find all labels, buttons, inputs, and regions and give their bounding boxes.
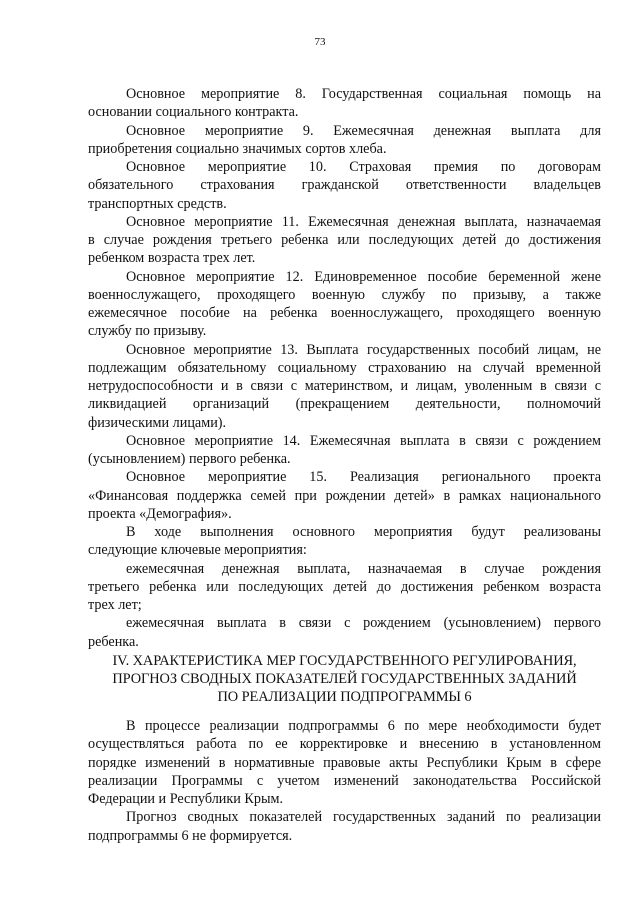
paragraph-activity-13 [88,341,601,432]
text-line: службу по призыву. [88,323,207,340]
page-number: 73 [314,36,326,48]
paragraph-activity-9 [88,122,601,159]
text-line: трех лет; [88,597,142,613]
paragraph-activity-14 [88,432,601,469]
text-line: Основное мероприятие 12. Единовременное пособие беременной жене [126,268,601,285]
text-line: подлежащим обязательному социальному страхованию на случай временной [88,359,601,376]
text-line: обязательного страхования гражданской ответственности владельцев [88,177,601,194]
text-line: ежемесячное пособие на ребенка военнослужащего, проходящего военную [88,305,601,321]
text-line: подпрограммы 6 не формируется. [88,827,293,844]
text-line: физическими лицами). [88,414,227,431]
paragraph-section-2 [88,808,601,845]
paragraph-activity-11 [88,213,601,268]
text-line: порядке изменений в нормативные правовые акты Республики Крым в сфере [88,754,601,771]
text-line: Основное мероприятие 13. Выплата государственных пособий лицам, не [126,341,601,358]
text-line: В процессе реализации подпрограммы 6 по мере необходимости будет [126,718,601,734]
text-line: Основное мероприятие 11. Ежемесячная денежная выплата, назначаемая [126,213,601,230]
text-line: проекта «Демография». [88,505,232,522]
text-line: Основное мероприятие 10. Страховая премия по договорам [126,159,601,175]
paragraph-key-activities-intro [88,523,601,560]
text-line: Основное мероприятие 9. Ежемесячная денежная выплата для [126,122,601,139]
text-line: Основное мероприятие 8. Государственная социальная помощь на [126,86,601,102]
text-line: Прогноз сводных показателей государственных заданий по реализации [126,809,601,826]
text-line: (усыновлением) первого ребенка. [88,451,291,467]
text-line: приобретения социально значимых сортов хлеба. [88,140,387,157]
section-text [88,717,601,845]
text-line: военнослужащего, проходящего военную службу по призыву, а также [88,286,601,303]
text-line: реализации Программы с учетом изменений законодательства Российской [88,772,601,789]
text-line: «Финансовая поддержка семей при рождении детей» в рамках национального [88,487,601,504]
paragraph-activity-12 [88,268,601,341]
text-line: ежемесячная выплата в связи с рождением (усыновлением) первого [126,615,601,632]
text-line: Основное мероприятие 14. Ежемесячная выплата в связи с рождением [126,432,601,449]
text-line: ликвидацией организаций (прекращением деятельности, полномочий [88,396,601,413]
text-line: Федерации и Республики Крым. [88,791,284,807]
paragraph-key-activity-1 [88,560,601,615]
paragraph-activity-8 [88,85,601,122]
paragraph-activity-10 [88,158,601,213]
text-line: третьего ребенка или последующих детей до достижения ребенком возраста [88,578,601,595]
heading-line: IV. ХАРАКТЕРИСТИКА МЕР ГОСУДАРСТВЕННОГО РЕГУЛИРОВАНИЯ, [112,653,577,669]
section-heading [88,652,601,706]
text-line: нетрудоспособности и в связи с материнством, и лицам, уволенным в связи с [88,378,601,394]
text-line: следующие ключевые мероприятия: [88,542,307,559]
text-line: основании социального контракта. [88,104,299,121]
text-line: в случае рождения третьего ребенка или последующих детей до достижения [88,232,601,248]
text-line: ребенка. [88,633,139,650]
paragraph-key-activity-2 [88,614,601,651]
text-line: ребенком возраста трех лет. [88,250,256,267]
text-line: В ходе выполнения основного мероприятия будут реализованы [126,524,601,540]
text-line: ежемесячная денежная выплата, назначаемая в случае рождения [126,560,601,577]
text-line: транспортных средств. [88,195,227,212]
paragraph-activity-15 [88,468,601,523]
activities-text [88,85,601,651]
text-line: осуществляться работа по ее корректировке и внесению в установленном [88,736,601,753]
heading-line: ПО РЕАЛИЗАЦИИ ПОДПРОГРАММЫ 6 [217,689,472,705]
text-line: Основное мероприятие 15. Реализация регионального проекта [126,469,601,486]
paragraph-section-1 [88,717,601,808]
heading-line: ПРОГНОЗ СВОДНЫХ ПОКАЗАТЕЛЕЙ ГОСУДАРСТВЕННЫХ ЗАДАНИЙ [112,671,577,687]
